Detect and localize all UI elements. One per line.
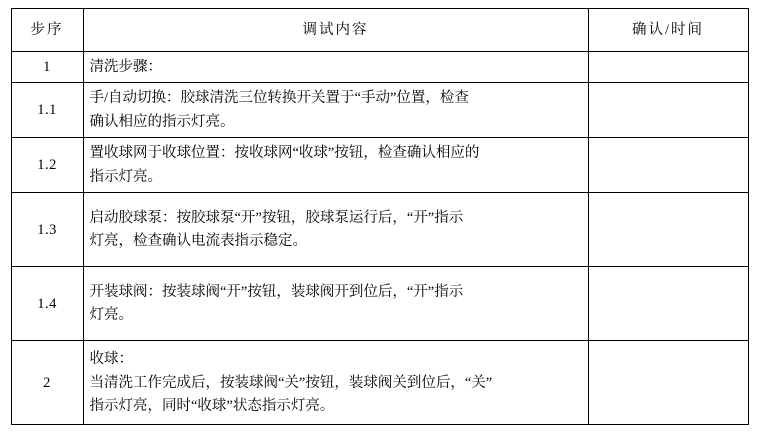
- content-line: 置收球网于收球位置：按收球网“收球”按钮，检查确认相应的: [89, 145, 480, 162]
- step-number: 1.1: [11, 83, 83, 138]
- content-line: 收球：: [89, 351, 133, 368]
- step-content: [83, 193, 588, 267]
- step-number: 1.2: [11, 138, 83, 193]
- step-content: [83, 138, 588, 193]
- step-number: 1: [11, 52, 83, 83]
- table-row: [11, 341, 748, 425]
- header-confirm: 确认/时间: [588, 9, 748, 52]
- table-row: [11, 52, 748, 83]
- content-line: 灯亮，检查确认电流表指示稳定。: [89, 233, 307, 250]
- debug-procedure-table: [11, 8, 749, 425]
- table-body: [11, 52, 748, 425]
- table-row: [11, 138, 748, 193]
- content-line: 手/自动切换：胶球清洗三位转换开关置于“手动”位置，检查: [89, 90, 469, 107]
- content-line: 当清洗工作完成后，按装球阀“关”按钮，装球阀关到位后，“关”: [89, 374, 493, 391]
- step-number: 2: [11, 341, 83, 425]
- header-content: 调试内容: [83, 9, 588, 52]
- step-content: [83, 341, 588, 425]
- confirm-cell[interactable]: [588, 341, 748, 425]
- step-content: [83, 52, 588, 83]
- confirm-cell[interactable]: [588, 83, 748, 138]
- step-number: 1.4: [11, 267, 83, 341]
- table-row: [11, 267, 748, 341]
- step-number: 1.3: [11, 193, 83, 267]
- header-step: 步序: [11, 9, 83, 52]
- table-header-row: [11, 9, 748, 52]
- confirm-cell[interactable]: [588, 138, 748, 193]
- confirm-cell[interactable]: [588, 193, 748, 267]
- step-content: [83, 83, 588, 138]
- content-line: 开装球阀：按装球阀“开”按钮，装球阀开到位后，“开”指示: [89, 283, 464, 300]
- content-line: 指示灯亮，同时“收球”状态指示灯亮。: [89, 398, 335, 415]
- content-line: 灯亮。: [89, 307, 133, 324]
- step-content: [83, 267, 588, 341]
- content-line: 指示灯亮。: [89, 168, 162, 185]
- content-line: 确认相应的指示灯亮。: [89, 113, 235, 130]
- table-row: [11, 83, 748, 138]
- table-header: [11, 9, 748, 52]
- content-line: 清洗步骤：: [89, 59, 162, 75]
- table-row: [11, 193, 748, 267]
- confirm-cell[interactable]: [588, 52, 748, 83]
- content-line: 启动胶球泵：按胶球泵“开”按钮，胶球泵运行后，“开”指示: [89, 209, 464, 226]
- confirm-cell[interactable]: [588, 267, 748, 341]
